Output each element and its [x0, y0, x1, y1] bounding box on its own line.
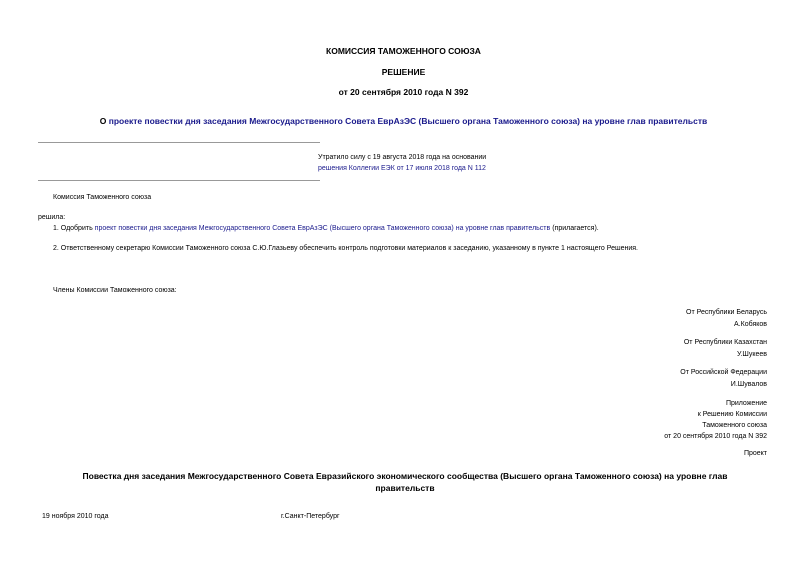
resolved-text: решила: — [38, 214, 66, 221]
divider-top — [38, 142, 320, 143]
org-heading: КОМИССИЯ ТАМОЖЕННОГО СОЮЗА — [326, 46, 481, 56]
appendix-line-4: от 20 сентября 2010 года N 392 — [664, 433, 767, 440]
appendix-line-2: к Решению Комиссии — [697, 411, 767, 418]
signature-name: У.Шукеев — [736, 351, 767, 358]
agenda-date: 19 ноября 2010 года — [42, 513, 109, 520]
signature-belarus — [686, 307, 767, 331]
title-link[interactable]: проекте повестки дня заседания Межгосударственного Совета ЕврАзЭС (Высшего органа Таможенного союза) на уровне глав правительств — [108, 116, 708, 126]
item-1-suffix: (прилагается). — [550, 225, 599, 232]
item-1-prefix: 1. Одобрить — [53, 225, 95, 232]
signature-country: От Российской Федерации — [680, 369, 767, 376]
divider-bottom — [38, 180, 320, 181]
signature-country: От Республики Казахстан — [683, 339, 767, 346]
status-link[interactable]: решения Коллегии ЕЭК от 17 июля 2018 года N 112 — [318, 165, 486, 172]
signature-name: И.Шувалов — [730, 381, 767, 388]
document-title — [0, 116, 807, 126]
members-label: Члены Комиссии Таможенного союза: — [53, 287, 177, 294]
signature-country: От Республики Беларусь — [686, 309, 767, 316]
title-prefix: О — [99, 116, 109, 126]
intro-text: Комиссия Таможенного союза — [53, 194, 152, 201]
doc-type-heading: РЕШЕНИЕ — [381, 67, 426, 77]
signature-kazakhstan — [684, 337, 767, 361]
agenda-title: Повестка дня заседания Межгосударственного Совета Евразийского экономического сообщества (Высшего органа Таможенного союза) на уровне глав правительств — [82, 471, 728, 493]
agenda-place: г.Санкт-Петербург — [281, 513, 340, 520]
item-2: 2. Ответственному секретарю Комиссии Таможенного союза С.Ю.Глазьеву обеспечить контроль подготовки материалов к заседанию, указанному в пункте 1 настоящего Решения. — [53, 245, 638, 252]
item-1 — [53, 225, 599, 232]
signature-name: А.Кобяков — [734, 321, 767, 328]
signature-russia — [680, 367, 767, 391]
appendix-line-1: Приложение — [725, 400, 767, 407]
item-1-link[interactable]: проект повестки дня заседания Межгосударственного Совета ЕврАзЭС (Высшего органа Таможенного союза) на уровне глав правительств — [94, 225, 551, 232]
appendix-block — [664, 398, 767, 442]
draft-label: Проект — [743, 450, 767, 457]
doc-date-heading: от 20 сентября 2010 года N 392 — [338, 87, 469, 97]
appendix-line-3: Таможенного союза — [702, 422, 767, 429]
status-line: Утратило силу с 19 августа 2018 года на основании — [318, 154, 487, 161]
